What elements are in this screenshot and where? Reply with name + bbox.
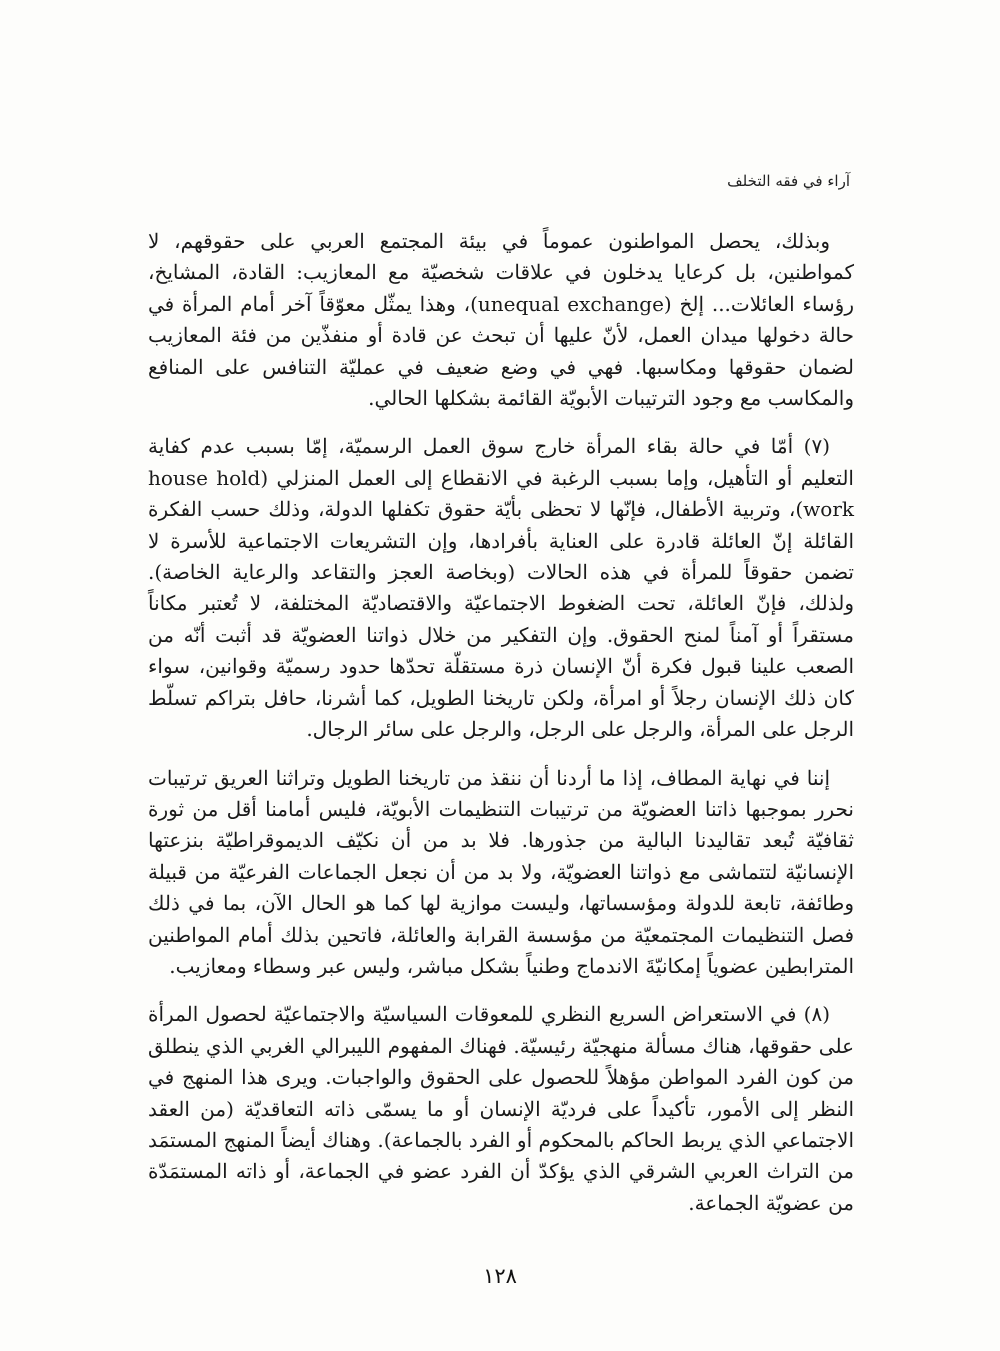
body-text bbox=[148, 226, 854, 1236]
paragraph-1: وبذلك، يحصل المواطنون عموماً في بيئة المجتمع العربي على حقوقهم، لا كمواطنين، بل كرعايا يدخلون في علاقات شخصيّة مع المعازيب: القادة، المشايخ، رؤساء العائلات... إلخ (unequal exchange)، وهذا يمثّل معوّقاً آخر أمام المرأة في حالة دخولها ميدان العمل، لأنّ عليها أن تبحث عن قادة أو منفذّين من فئة المعازيب لضمان حقوقها ومكاسبها. فهي في وضع ضعيف في عمليّة التنافس على المنافع والمكاسب مع وجود الترتيبات الأبويّة القائمة بشكلها الحالي. bbox=[148, 229, 854, 411]
page-number: ١٢٨ bbox=[483, 1264, 517, 1288]
paragraph-2: (٧) أمّا في حالة بقاء المرأة خارج سوق العمل الرسميّة، إمّا بسبب عدم كفاية التعليم أو التأهيل، وإما بسبب الرغبة في الانقطاع إلى العمل المنزلي (house hold work)، وتربية الأطفال، فإنّها لا تحظى بأيّة حقوق تكفلها الدولة، وذلك حسب الفكرة القائلة إنّ العائلة قادرة على العناية بأفرادها، وإن التشريعات الاجتماعية للأسرة لا تضمن حقوقاً للمرأة في هذه الحالات (وبخاصة العجز والتقاعد والرعاية الخاصة). ولذلك، فإنّ العائلة، تحت الضغوط الاجتماعيّة والاقتصاديّة المختلفة، لا تُعتبر مكاناً مستقراً أو آمناً لمنح الحقوق. وإن التفكير من خلال ذواتنا العضويّة قد أثبت أنّه من الصعب علينا قبول فكرة أنّ الإنسان ذرة مستقلّة تحدّها حدود رسميّة وقوانين، سواء كان ذلك الإنسان رجلاً أو امرأة، ولكن تاريخنا الطويل، كما أشرنا، حافل بتراكم تسلّط الرجل على المرأة، والرجل على الرجل، والرجل على سائر الرجال. bbox=[148, 434, 854, 742]
running-head: آراء في فقه التخلف bbox=[727, 172, 850, 190]
paragraph-4: (٨) في الاستعراض السريع النظري للمعوقات السياسيّة والاجتماعيّة لحصول المرأة على حقوقها، هناك مسألة منهجيّة رئيسيّة. فهناك المفهوم الليبرالي الغربي الذي ينطلق من كون الفرد المواطن مؤهلاً للحصول على الحقوق والواجبات. ويرى هذا المنهج في النظر إلى الأمور، تأكيداً على فرديّة الإنسان أو ما يسمّى ذاته التعاقديّة (من العقد الاجتماعي الذي يربط الحاكم بالمحكوم أو الفرد بالجماعة). وهناك أيضاً المنهج المستمَد من التراث العربي الشرقي الذي يؤكدّ أن الفرد عضو في الجماعة، أو ذاته المستمَدّة من عضويّة الجماعة. bbox=[148, 1002, 854, 1215]
paragraph-3: إننا في نهاية المطاف، إذا ما أردنا أن ننقذ من تاريخنا الطويل وتراثنا العريق ترتيبات نحرر بموجبها ذاتنا العضويّة من ترتيبات التنظيمات الأبويّة، فليس أمامنا أقل من ثورة ثقافيّة تُبعد تقاليدنا البالية من جذورها. فلا بد من أن نكيّف الديموقراطيّة بنزعتها الإنسانيّة لتتماشى مع ذواتنا العضويّة، ولا بد من أن نجعل الجماعات الفرعيّة من قبيلة وطائفة، تابعة للدولة ومؤسساتها، وليست موازية لها كما هو الحال الآن، بما في ذلك فصل التنظيمات المجتمعيّة من مؤسسة القرابة والعائلة، فاتحين بذلك أمام المواطنين المترابطين عضوياً إمكانيّةَ الاندماج وطنياً بشكل مباشر، وليس عبر وسطاء ومعازيب. bbox=[148, 765, 854, 978]
